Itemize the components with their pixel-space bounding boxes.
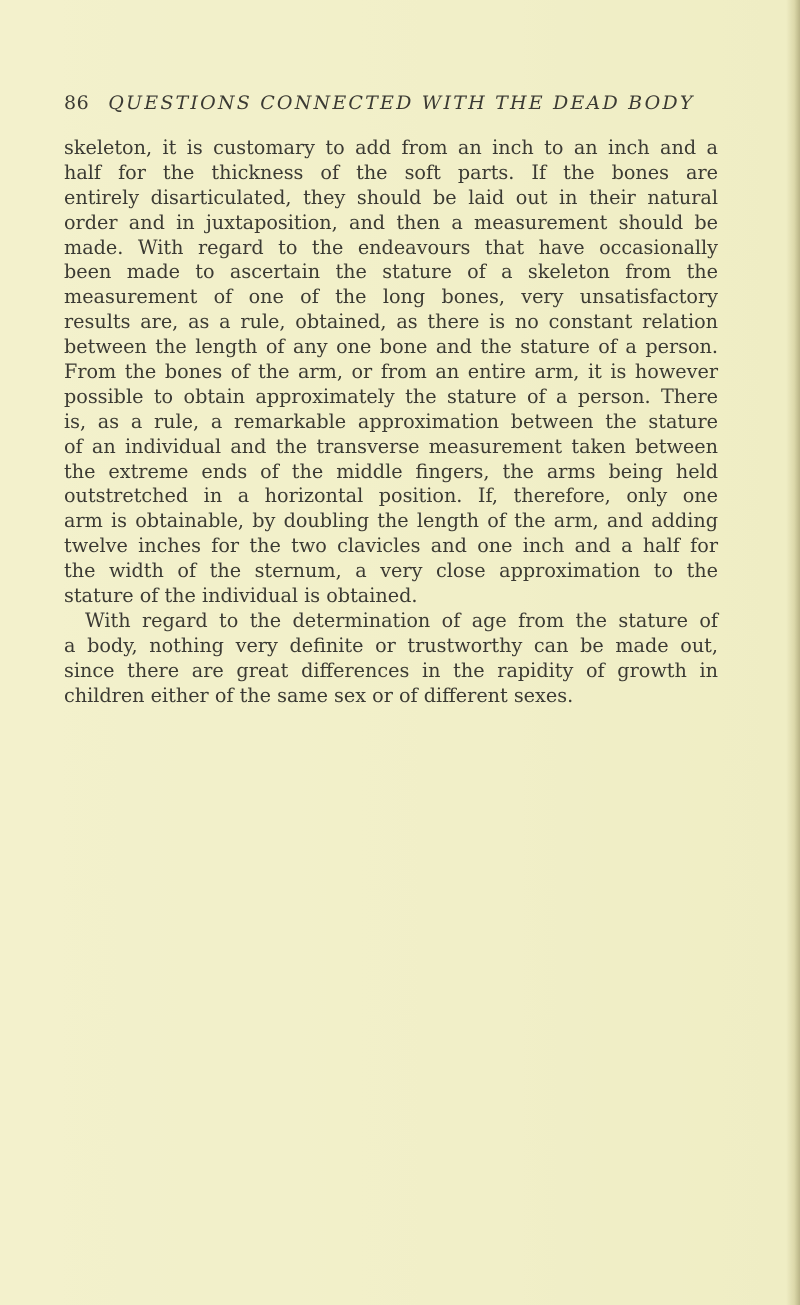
- text-line: the extreme ends of the middle fingers, the arms being held: [64, 459, 718, 483]
- text-line: twelve inches for the two clavicles and one inch and a half for: [64, 534, 718, 558]
- running-title: QUESTIONS CONNECTED WITH THE DEAD BODY: [108, 92, 695, 114]
- text-line: the width of the sternum, a very close approximation to the: [64, 559, 718, 583]
- page-edge-shadow: [786, 0, 800, 1305]
- text-line: From the bones of the arm, or from an entire arm, it is however: [64, 360, 718, 384]
- text-line: results are, as a rule, obtained, as there is no constant relation: [64, 310, 718, 334]
- text-line: With regard to the determination of age from the stature of: [85, 608, 718, 632]
- text-line: children either of the same sex or of different sexes.: [64, 683, 574, 707]
- text-line: between the length of any one bone and the stature of a person.: [64, 335, 718, 359]
- text-line: order and in juxtaposition, and then a measurement should be: [64, 210, 718, 234]
- text-line: been made to ascertain the stature of a skeleton from the: [64, 260, 718, 284]
- text-line: is, as a rule, a remarkable approximation between the stature: [64, 409, 718, 433]
- text-line: stature of the individual is obtained.: [64, 584, 418, 608]
- paragraph-1: [64, 136, 718, 609]
- body-text: [64, 136, 718, 708]
- text-line: measurement of one of the long bones, very unsatisfactory: [64, 285, 718, 309]
- text-line: a body, nothing very definite or trustworthy can be made out,: [64, 633, 718, 657]
- text-line: outstretched in a horizontal position. If, therefore, only one: [64, 484, 718, 508]
- page-number: 86: [64, 92, 90, 114]
- running-header: [64, 92, 724, 120]
- text-line: skeleton, it is customary to add from an inch to an inch and a: [64, 136, 718, 159]
- text-line: since there are great differences in the rapidity of growth in: [64, 658, 718, 682]
- text-line: half for the thickness of the soft parts. If the bones are: [64, 160, 718, 184]
- paragraph-2: [64, 609, 718, 709]
- text-line: arm is obtainable, by doubling the length of the arm, and adding: [64, 509, 718, 533]
- text-line: of an individual and the transverse measurement taken between: [64, 434, 718, 458]
- text-line: made. With regard to the endeavours that have occasionally: [64, 235, 718, 259]
- text-line: entirely disarticulated, they should be laid out in their natural: [64, 185, 718, 209]
- text-line: possible to obtain approximately the stature of a person. There: [64, 384, 718, 408]
